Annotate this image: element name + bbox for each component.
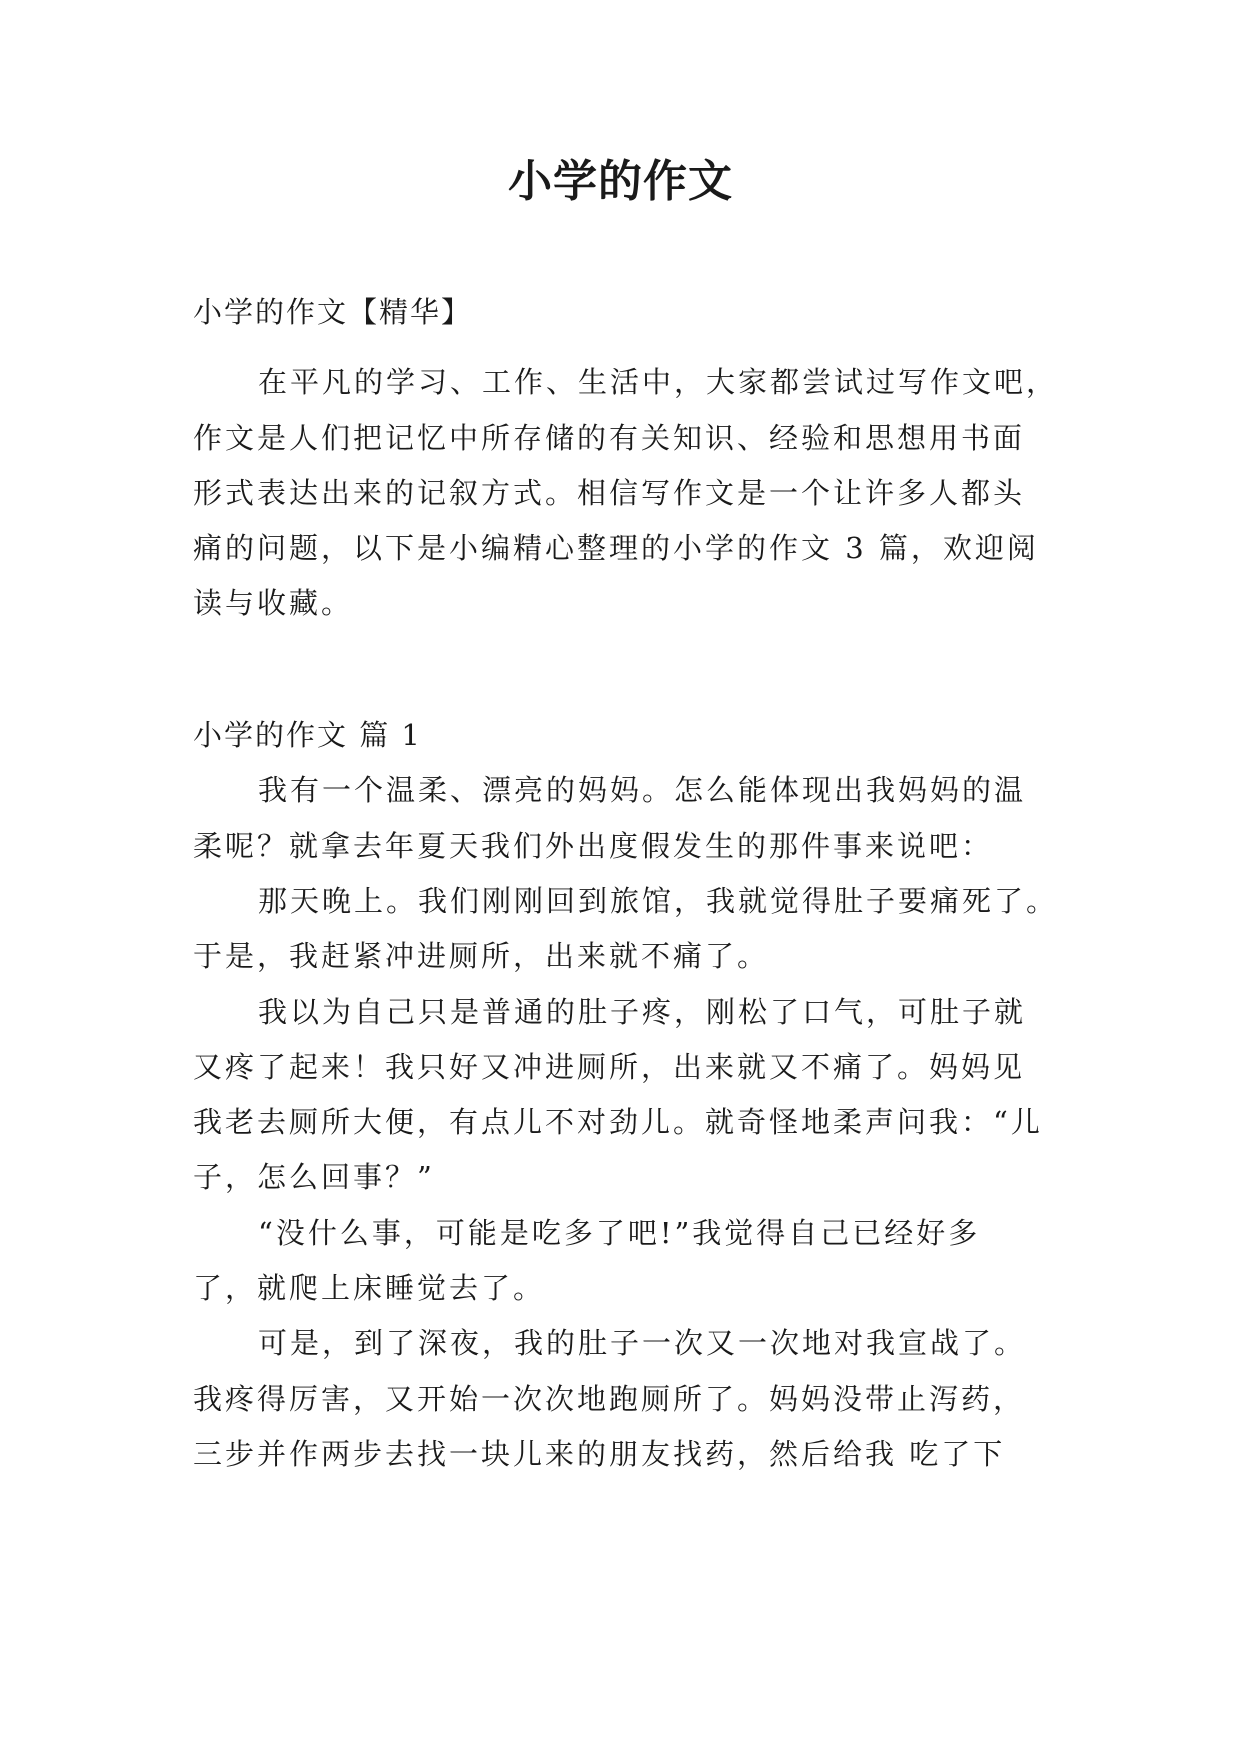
body-line: “没什么事，可能是吃多了吧!”我觉得自己已经好多 bbox=[258, 1216, 981, 1250]
section-heading: 小学的作文 篇 1 bbox=[193, 718, 422, 752]
body-line: 我疼得厉害，又开始一次次地跑厕所了。妈妈没带止泻药， bbox=[193, 1382, 1026, 1416]
body-line: 我老去厕所大便，有点儿不对劲儿。就奇怪地柔声问我：“儿 bbox=[193, 1105, 1043, 1139]
intro-line: 在平凡的学习、工作、生活中，大家都尝试过写作文吧， bbox=[258, 365, 1059, 399]
body-line: 又疼了起来！我只好又冲进厕所，出来就又不痛了。妈妈见 bbox=[193, 1050, 1026, 1084]
intro-line: 作文是人们把记忆中所存储的有关知识、经验和思想用书面 bbox=[193, 421, 1026, 455]
body-line: 我以为自己只是普通的肚子疼，刚松了口气，可肚子就 bbox=[258, 995, 1027, 1029]
intro-line: 读与收藏。 bbox=[193, 586, 354, 620]
document-subtitle: 小学的作文【精华】 bbox=[193, 295, 473, 329]
body-line: 我有一个温柔、漂亮的妈妈。怎么能体现出我妈妈的温 bbox=[258, 773, 1027, 807]
intro-line: 形式表达出来的记叙方式。相信写作文是一个让许多人都头 bbox=[193, 476, 1026, 510]
document-title: 小学的作文 bbox=[508, 156, 733, 207]
body-line: 柔呢？就拿去年夏天我们外出度假发生的那件事来说吧： bbox=[193, 829, 994, 863]
body-line: 三步并作两步去找一块儿来的朋友找药，然后给我 吃了下 bbox=[193, 1437, 1006, 1471]
body-line: 可是，到了深夜，我的肚子一次又一次地对我宣战了。 bbox=[258, 1326, 1027, 1360]
body-line: 于是，我赶紧冲进厕所，出来就不痛了。 bbox=[193, 939, 770, 973]
body-line: 了，就爬上床睡觉去了。 bbox=[193, 1271, 546, 1305]
body-line: 那天晚上。我们刚刚回到旅馆，我就觉得肚子要痛死了。 bbox=[258, 884, 1059, 918]
intro-line: 痛的问题，以下是小编精心整理的小学的作文 3 篇，欢迎阅 bbox=[193, 531, 1039, 565]
body-line: 子，怎么回事？” bbox=[193, 1160, 435, 1194]
